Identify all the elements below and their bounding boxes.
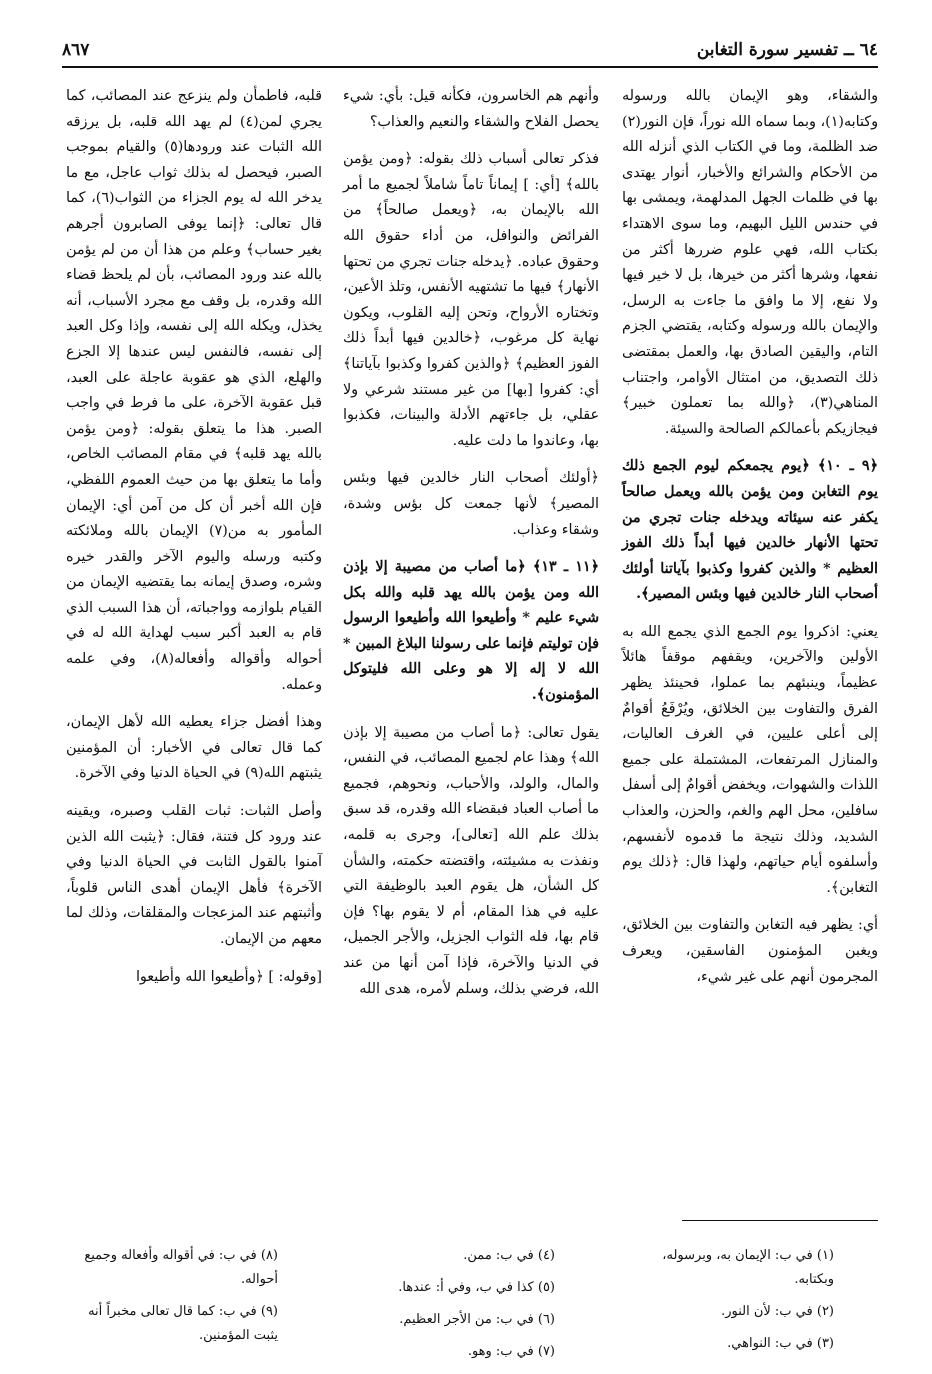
footnotes-left: [66, 1244, 322, 1356]
header-rule: [62, 66, 878, 68]
footnote: (٦) في ب: من الأجر العظيم.: [399, 1312, 555, 1327]
running-title: ٦٤ ــ تفسير سورة التغابن: [696, 40, 878, 60]
text-column-middle: [343, 84, 599, 1014]
paragraph: وهذا أفضل جزاء يعطيه الله لأهل الإيمان، كما قال تعالى في الأخبار: أن المؤمنين يثبتهم الله(٩) في الحياة الدنيا وفي الآخرة.: [66, 714, 322, 782]
paragraph: يعني: اذكروا يوم الجمع الذي يجمع الله به الأولين والآخرين، ويقفهم موقفاً هائلاً عظيماً، وينبئهم بما عملوا، فحينئذ يظهر الفرق والتفاوت بين الخلائق، ويُرْفَعُ أقوامٌ إلى أعلى عليين، في الغرف العاليات، والمنازل المرتفعات، المشتملة على جميع اللذات والشهوات، ويخفض أقوامٌ إلى أسفل سافلين، محل الهم والغم، والحزن، والعذاب الشديد، وذلك نتيجة ما قدموه لأنفسهم، وأسلفوه أيام حياتهم، ولهذا قال: ﴿ذلك يوم التغابن﴾.: [622, 623, 878, 896]
quran-verse-heading: ﴿١١ ـ ١٣﴾ ﴿ما أصاب من مصيبة إلا بإذن الله ومن يؤمن بالله يهد قلبه والله بكل شيء عليم * وأطيعوا الله وأطيعوا الرسول فإن توليتم فإنما على رسولنا البلاغ المبين * الله لا إله إلا هو وعلى الله فليتوكل المؤمنون﴾.: [343, 559, 599, 704]
footnote: (٤) في ب: ممن.: [463, 1248, 555, 1263]
footnotes-middle: [343, 1244, 599, 1372]
page-header: [62, 40, 878, 66]
footnote: (٥) كذا في ب، وفي أ: عندها.: [398, 1280, 555, 1295]
paragraph: قلبه، فاطمأن ولم ينزعج عند المصائب، كما يجري لمن(٤) لم يهد الله قلبه، بل يرزقه الله الثبات عند ورودها(٥) والقيام بموجب الصبر، فيحصل له بذلك ثواب عاجل، مع ما يدخر الله له يوم الجزاء من الثواب(٦)، كما قال تعالى: ﴿إنما يوفى الصابرون أجرهم بغير حساب﴾ وعلم من هذا أن من لم يؤمن بالله عند ورود المصائب، بأن لم يلحظ قضاء الله وقدره، بل وقف مع مجرد الأسباب، أنه يخذل، ويكله الله إلى نفسه، وإذا وكل العبد إلى نفسه، فالنفس ليس عندها إلا الجزع والهلع، الذي هو عقوبة عاجلة على العبد، قبل عقوبة الآخرة، على ما فرط في واجب الصبر. هذا ما يتعلق بقوله: ﴿ومن يؤمن بالله يهد قلبه﴾ في مقام المصائب الخاص، وأما ما يتعلق بها من حيث العموم اللفظي، فإن الله أخبر أن كل من آمن أي: الإيمان المأمور به من(٧) الإيمان بالله وملائكته وكتبه ورسله واليوم الآخر والقدر خيره وشره، وصدق إيمانه بما يقتضيه الإيمان من القيام بلوازمه وواجباته، أن هذا السبب الذي قام به العبد أكبر سبب لهداية الله له في أحواله وأقواله وأفعاله(٨)، وفي علمه وعمله.: [66, 88, 322, 693]
page-number: ٨٦٧: [62, 40, 90, 60]
quran-verse-heading: ﴿٩ ـ ١٠﴾ ﴿يوم يجمعكم ليوم الجمع ذلك يوم التغابن ومن يؤمن بالله ويعمل صالحاً يكفر عنه سيئاته ويدخله جنات تجري من تحتها الأنهار خالدين فيها أبداً ذلك الفوز العظيم * والذين كفروا وكذبوا بآياتنا أولئك أصحاب النار خالدين فيها وبئس المصير﴾.: [622, 458, 878, 603]
paragraph: يقول تعالى: ﴿ما أصاب من مصيبة إلا بإذن الله﴾ وهذا عام لجميع المصائب، في النفس، والمال، والولد، والأحباب، ونحوهم، فجميع ما أصاب العباد فبقضاء الله وقدره، قد سبق بذلك علم الله [تعالى]، وجرى به قلمه، ونفذت به مشيئته، واقتضته حكمته، والشأن كل الشأن، هل يقوم العبد بالوظيفة التي عليه في هذا المقام، أم لا يقوم بها؟ فإن قام بها، فله الثواب الجزيل، والأجر الجميل، في الدنيا والآخرة، فإذا آمن أنها من عند الله، فرضي بذلك، وسلم لأمره، هدى الله: [343, 724, 599, 997]
paragraph: فذكر تعالى أسباب ذلك بقوله: ﴿ومن يؤمن بالله﴾ [أي: ] إيماناً تاماً شاملاً لجميع ما أمر الله بالإيمان به، ﴿ويعمل صالحاً﴾ من الفرائض والنوافل، من أداء حقوق الله وحقوق عباده. ﴿يدخله جنات تجري من تحتها الأنهار﴾ فيها ما تشتهيه الأنفس، وتلذ الأعين، وتختاره الأرواح، وتحن إليه القلوب، ويكون نهاية كل مرغوب، ﴿خالدين فيها أبداً ذلك الفوز العظيم﴾ ﴿والذين كفروا وكذبوا بآياتنا﴾ أي: كفروا [بها] من غير مستند شرعي ولا عقلي، بل جاءتهم الأدلة والبينات، فكذبوا بها، وعاندوا ما دلت عليه.: [343, 151, 599, 449]
footnote: (٣) في ب: النواهي.: [727, 1336, 834, 1351]
text-column-left: [66, 84, 322, 1002]
footnotes-right: [622, 1244, 878, 1364]
paragraph: [وقوله: ] ﴿وأطيعوا الله وأطيعوا: [135, 968, 322, 985]
text-column-right: [622, 84, 878, 1002]
paragraph: وأنهم هم الخاسرون، فكأنه قيل: بأي: شيء يحصل الفلاح والشقاء والنعيم والعذاب؟: [343, 88, 599, 130]
paragraph: أي: يظهر فيه التغابن والتفاوت بين الخلائق، ويغبن المؤمنون الفاسقين، ويعرف المجرمون أنهم على غير شيء،: [622, 917, 878, 985]
paragraph: والشقاء، وهو الإيمان بالله ورسوله وكتابه(١)، وبما سماه الله نوراً، فإن النور(٢) ضد الظلمة، وما في الكتاب الذي أنزله الله من الأحكام والشرائع والأخبار، أنوار يهتدى بها في ظلمات الجهل المدلهمة، ويمشى بها في حندس الليل البهيم، وما سوى الاهتداء بكتاب الله، فهي علوم ضررها أكثر من نفعها، وشرها أكثر من خيرها، بل لا خير فيها ولا نفع، إلا ما وافق ما جاءت به الرسل، والإيمان بالله ورسوله وكتابه، يقتضي الجزم التام، واليقين الصادق بها، والعمل بمقتضى ذلك التصديق، من امتثال الأوامر، واجتناب المناهي(٣)، ﴿والله بما تعملون خبير﴾ فيجازيكم بأعمالكم الصالحة والسيئة.: [622, 88, 878, 437]
footnote: (١) في ب: الإيمان به، وبرسوله، وبكتابه.: [662, 1248, 834, 1287]
footnote: (٩) في ب: كما قال تعالى مخبراً أنه يثبت المؤمنين.: [88, 1304, 278, 1343]
footnote-separator: [682, 1220, 878, 1221]
footnote: (٧) في ب: وهو.: [467, 1344, 555, 1359]
footnote: (٢) في ب: لأن النور.: [721, 1304, 834, 1319]
paragraph: وأصل الثبات: ثبات القلب وصبره، ويقينه عند ورود كل فتنة، فقال: ﴿يثبت الله الذين آمنوا بالقول الثابت في الحياة الدنيا وفي الآخرة﴾ فأهل الإيمان أهدى الناس قلوباً، وأثبتهم عند المزعجات والمقلقات، وذلك لما معهم من الإيمان.: [66, 803, 322, 947]
footnote: (٨) في ب: في أقواله وأفعاله وجميع أحواله.: [84, 1248, 278, 1287]
paragraph: ﴿أولئك أصحاب النار خالدين فيها وبئس المصير﴾ لأنها جمعت كل بؤس وشدة، وشقاء وعذاب.: [343, 470, 599, 538]
